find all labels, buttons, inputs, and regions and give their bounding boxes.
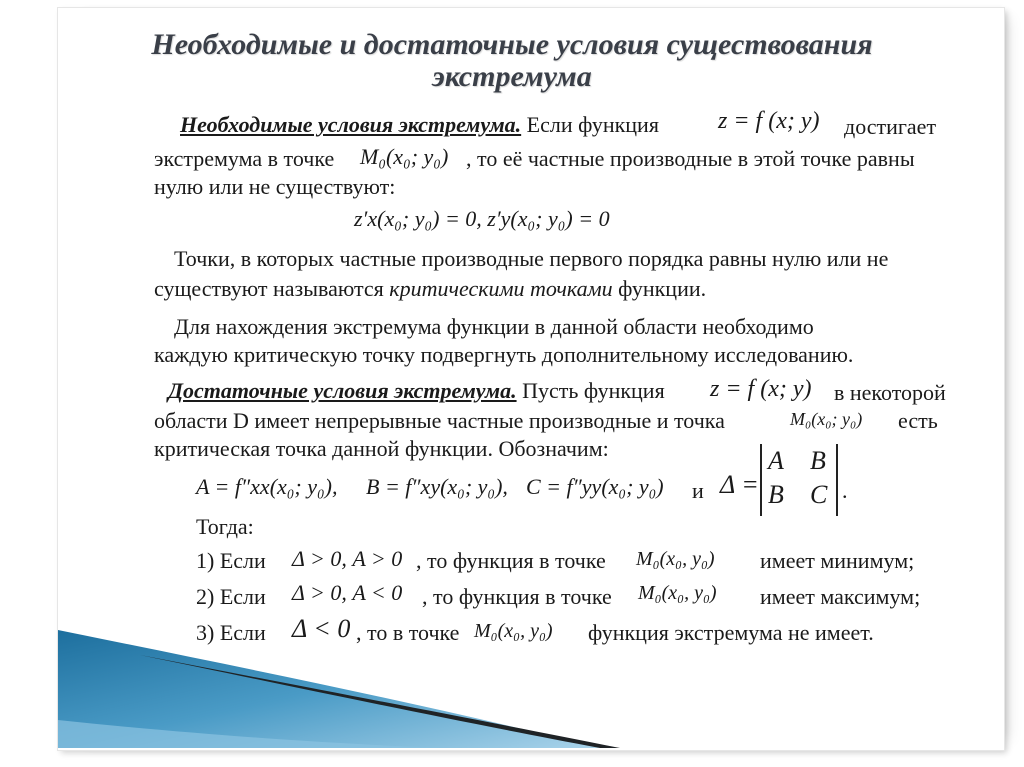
necessary-line-2a: экстремума в точке [154,146,335,171]
then-label: Тогда: [196,514,254,539]
necessary-text: Если функция [521,112,659,137]
critical-text-b: функции. [612,276,707,301]
formula-z-fxy: z = f (x; y) [718,108,820,134]
formula-point-m0-2: M₀(x₀; y₀) [790,409,863,429]
case-1-end: имеет минимум; [760,548,915,573]
page-title-line-2: экстремума [432,60,592,93]
def-delta: Δ = [720,470,759,499]
case-3-mid: , то в точке [356,620,460,645]
case-1-num: 1) Если [196,548,266,573]
necessary-heading: Необходимые условия экстремума. [180,112,522,137]
case-3-num: 3) Если [196,620,266,645]
case-3-point: M₀(x₀, y₀) [474,620,553,642]
det-cell-a: A [768,446,784,475]
det-dot: . [842,478,848,503]
case-2-point: M₀(x₀, y₀) [638,582,717,604]
sufficient-some: в некоторой [834,380,946,405]
case-2-num: 2) Если [196,584,266,609]
critical-text-a: существуют называются [154,276,390,301]
case-1-cond: Δ > 0, A > 0 [292,546,403,571]
determinant-matrix [760,444,838,516]
sufficient-heading: Достаточные условия экстремума. [168,378,517,403]
formula-partials: z′x(x₀; y₀) = 0, z′y(x₀; y₀) = 0 [354,206,610,231]
necessary-reaches: достигает [844,114,937,139]
formula-point-m0: M₀(x₀; y₀) [360,144,449,169]
sufficient-line-2a: области D имеет непрерывные частные производные и точка [154,408,725,433]
critical-line-1: Точки, в которых частные производные первого порядка равны нулю или не [174,246,889,271]
case-2-cond: Δ > 0, A < 0 [292,580,403,605]
case-3-cond: Δ < 0 [292,614,351,643]
det-cell-b1: B [810,446,826,475]
sufficient-line-3: критическая точка данной функции. Обозначим: [154,436,609,461]
det-cell-c: C [810,480,828,509]
finding-line-1: Для нахождения экстремума функции в данной области необходимо [174,314,814,339]
formula-z-fxy-2: z = f (x; y) [710,376,812,402]
page-title-line-1: Необходимые и достаточные условия существования [151,28,873,61]
case-3-end: функция экстремума не имеет. [588,620,874,645]
necessary-line-2b: , то её частные производные в этой точке равны [466,146,915,171]
det-cell-b2: B [768,480,784,509]
critical-points-term: критическими точками [389,276,613,301]
def-B: B = f″xy(x₀; y₀), [366,474,508,499]
def-C: C = f″yy(x₀; y₀) [526,474,664,499]
case-1-point: M₀(x₀, y₀) [636,548,715,570]
case-2-end: имеет максимум; [760,584,921,609]
critical-line-2 [154,276,706,302]
case-2-mid: , то функция в точке [422,584,612,609]
sufficient-line-1 [168,378,665,404]
def-A: A = f″xx(x₀; y₀), [196,474,338,499]
finding-line-2: каждую критическую точку подвергнуть дополнительному исследованию. [154,342,854,367]
def-and: и [692,478,704,503]
necessary-line-1 [180,112,659,138]
sufficient-text: Пусть функция [516,378,665,403]
case-1-mid: , то функция в точке [416,548,606,573]
sufficient-is: есть [898,408,938,433]
necessary-line-3: нулю или не существуют: [154,174,396,199]
